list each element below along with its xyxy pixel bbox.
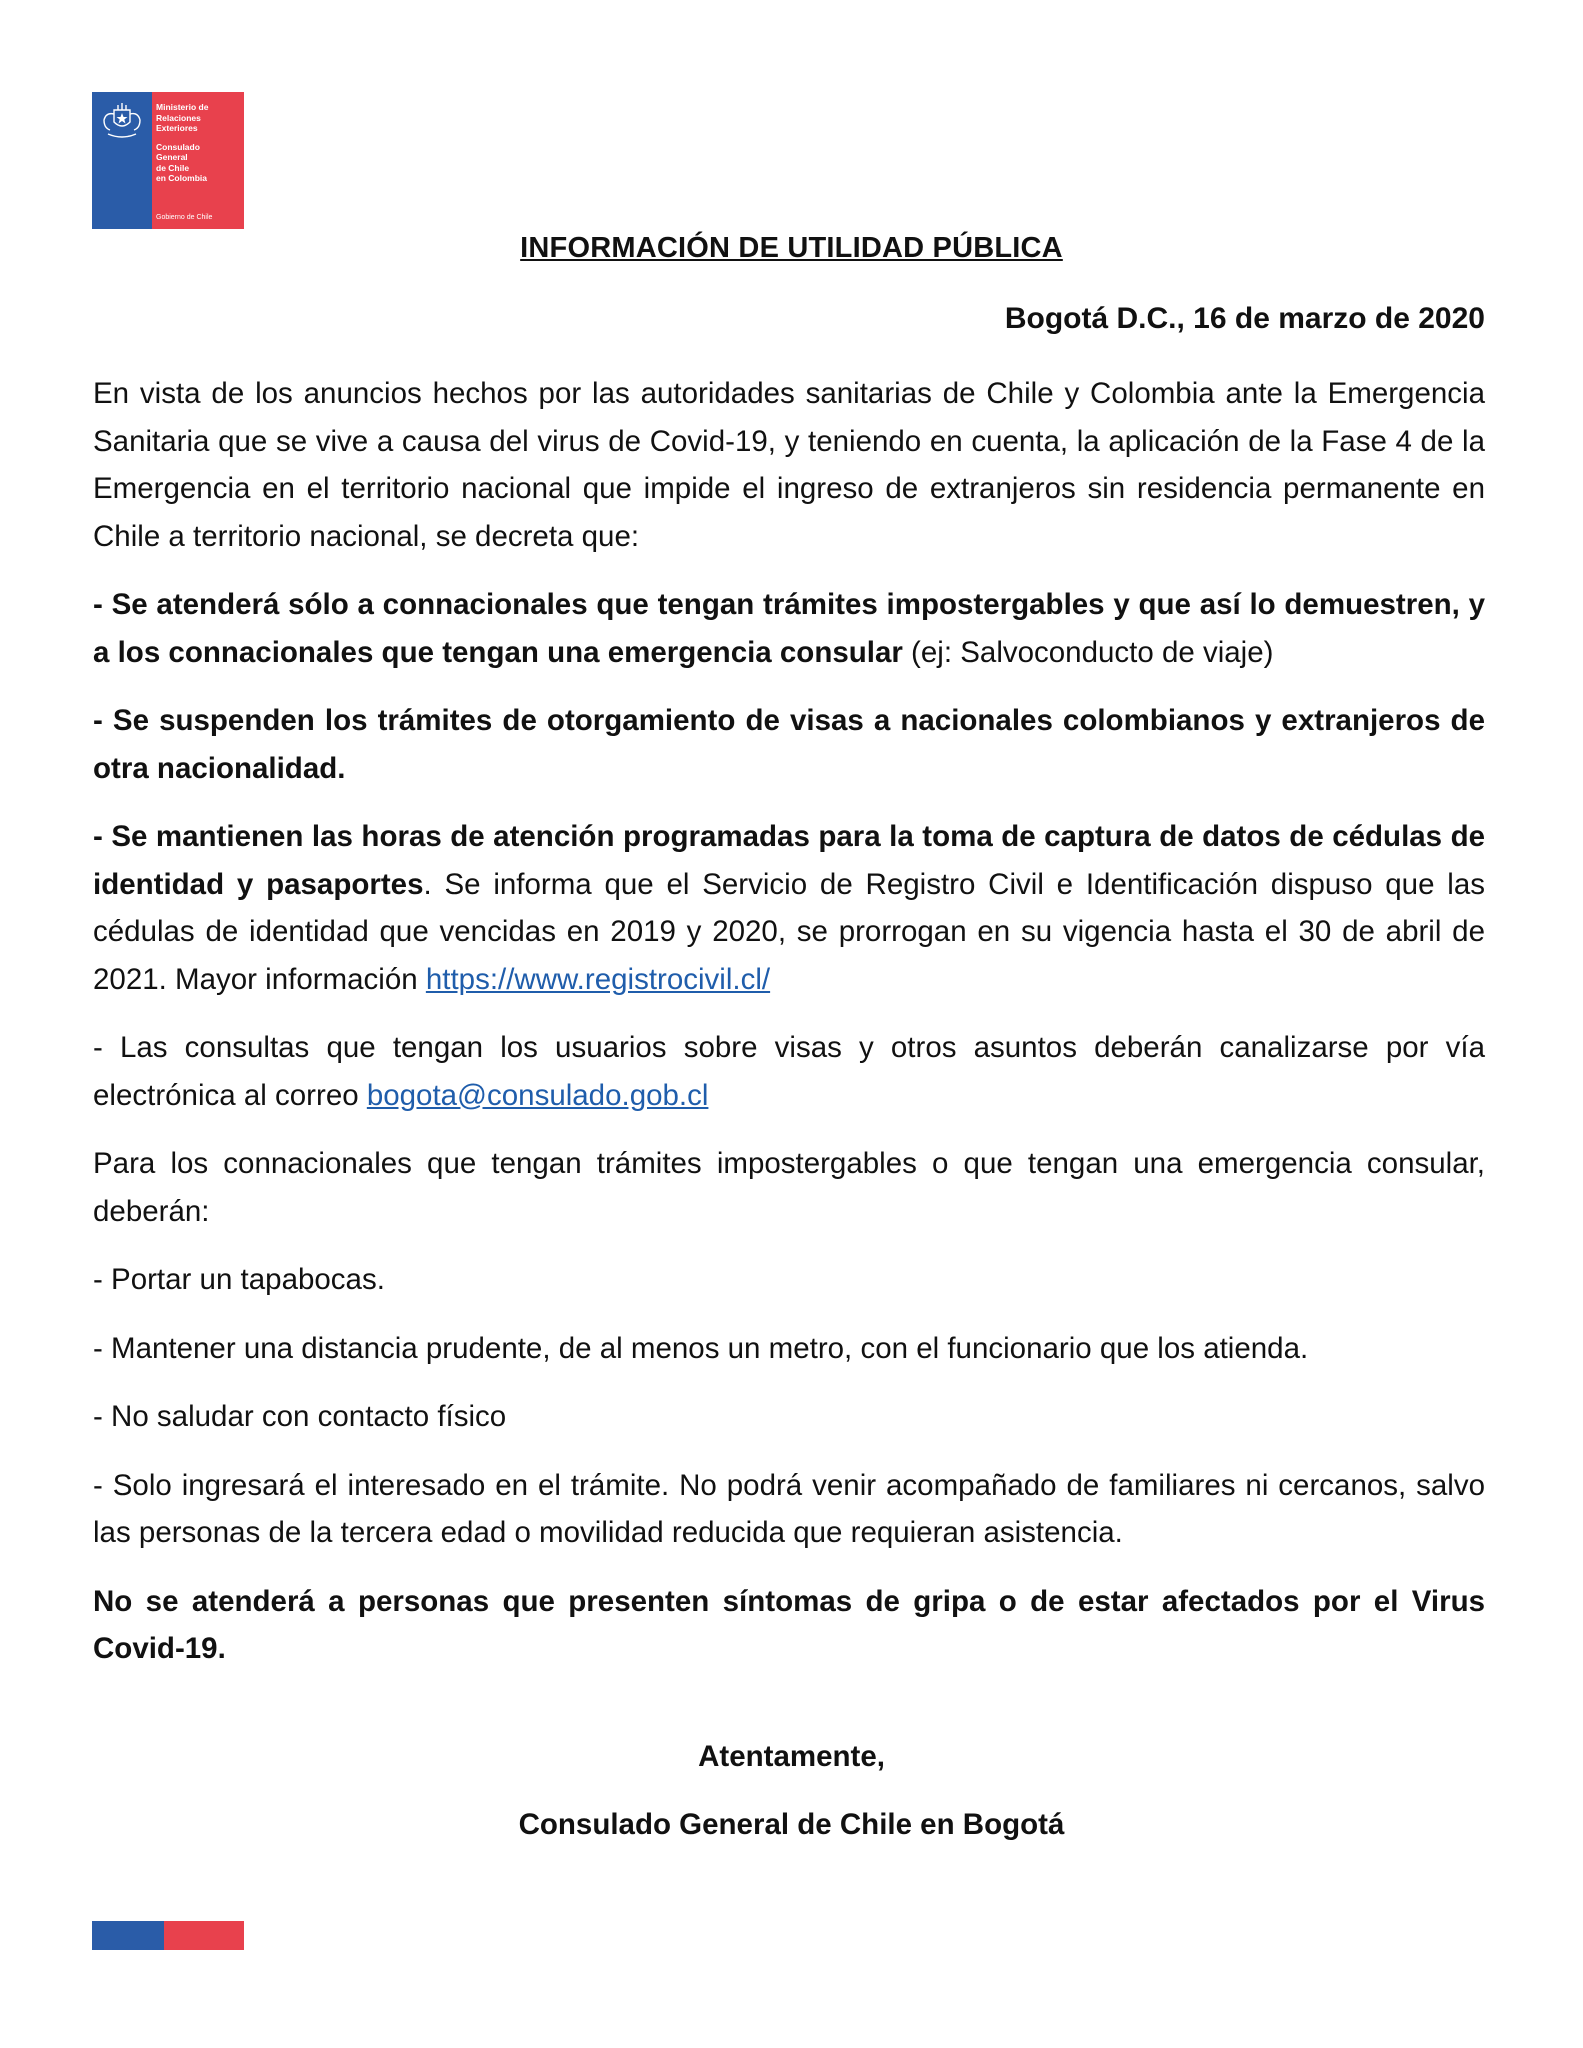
item3-rest-text: . Se informa que el Servicio de Registro Civil e Identificación dispuso que las cédulas de identidad que vencidas en 2019 y 2020, se prorrogan en su vigencia hasta el 30 de abril de 2021. Mayor información: [93, 867, 1485, 996]
logo-consulate-line2: General: [156, 152, 188, 162]
logo-consulate-line1: Consulado: [156, 141, 200, 152]
consulate-email-link[interactable]: bogota@consulado.gob.cl: [366, 1078, 709, 1112]
logo-consulate-line3: de Chile: [156, 162, 190, 173]
logo-blue-panel: [92, 92, 152, 229]
logo-consulate-text: [156, 142, 244, 184]
warning-paragraph: [93, 1578, 1485, 1673]
footer-red-segment: [164, 1921, 244, 1950]
document-body: [93, 370, 1485, 1694]
logo-government-text: Gobierno de Chile: [156, 213, 213, 221]
requirement-distance: - Mantener una distancia prudente, de al menos un metro, con el funcionario que los atienda.: [93, 1331, 1309, 1365]
warning-text: No se atenderá a personas que presenten síntomas de gripa o de estar afectados por el Virus Covid-19.: [93, 1584, 1485, 1665]
item-email-inquiries: [93, 1024, 1485, 1119]
requirements-intro: Para los connacionales que tengan trámites impostergables o que tengan una emergencia consular, deberán:: [93, 1147, 1485, 1228]
item-visa-suspension: [93, 697, 1485, 792]
footer-flag-bar: [92, 1921, 244, 1950]
requirement-no-contact: - No saludar con contacto físico: [93, 1400, 507, 1433]
requirement-mask: - Portar un tapabocas.: [93, 1263, 385, 1296]
item-id-appointments: [93, 813, 1485, 1003]
page-title: INFORMACIÓN DE UTILIDAD PÚBLICA: [520, 232, 1063, 264]
item2-bold-text: - Se suspenden los trámites de otorgamiento de visas a nacionales colombianos y extranjeros de otra nacionalidad.: [93, 704, 1485, 785]
closing-salutation: Atentamente,: [698, 1740, 885, 1773]
logo-ministry-line2: Relaciones: [156, 112, 201, 123]
footer-blue-segment: [92, 1921, 164, 1950]
registro-civil-link[interactable]: https://www.registrocivil.cl/: [425, 962, 771, 996]
dateline: Bogotá D.C., 16 de marzo de 2020: [1004, 302, 1485, 335]
logo-consulate-line4: en Colombia: [156, 173, 208, 183]
item1-bold-text: - Se atenderá sólo a connacionales que tengan trámites impostergables y que así lo demuestren, y a los connacionales que tengan una emergencia consular: [93, 588, 1485, 669]
logo-red-panel: [152, 92, 244, 229]
item4-text: - Las consultas que tengan los usuarios sobre visas y otros asuntos deberán canalizarse por vía electrónica al correo: [93, 1031, 1485, 1112]
closing-signature: Consulado General de Chile en Bogotá: [518, 1808, 1065, 1841]
ministry-logo: [92, 92, 244, 229]
logo-ministry-text: [156, 102, 244, 134]
requirement-alone: - Solo ingresará el interesado en el trámite. No podrá venir acompañado de familiares ni cercanos, salvo las personas de la tercera edad o movilidad reducida que requieran asistencia.: [93, 1468, 1485, 1549]
item3-bold-text: - Se mantienen las horas de atención programadas para la toma de captura de datos de cédulas de identidad y pasaportes: [93, 820, 1485, 901]
intro-paragraph: En vista de los anuncios hechos por las autoridades sanitarias de Chile y Colombia ante la Emergencia Sanitaria que se vive a causa del virus de Covid-19, y teniendo en cuenta, la aplicación de la Fase 4 de la Emergencia en el territorio nacional que impide el ingreso de extranjeros sin residencia permanente en Chile a territorio nacional, se decreta que:: [93, 377, 1485, 553]
logo-ministry-line3: Exteriores: [156, 123, 198, 133]
item1-rest-text: (ej: Salvoconducto de viaje): [902, 635, 1274, 669]
logo-ministry-line1: Ministerio de: [156, 102, 209, 112]
coat-of-arms-icon: [98, 100, 146, 140]
item-consular-attention: [93, 581, 1485, 676]
